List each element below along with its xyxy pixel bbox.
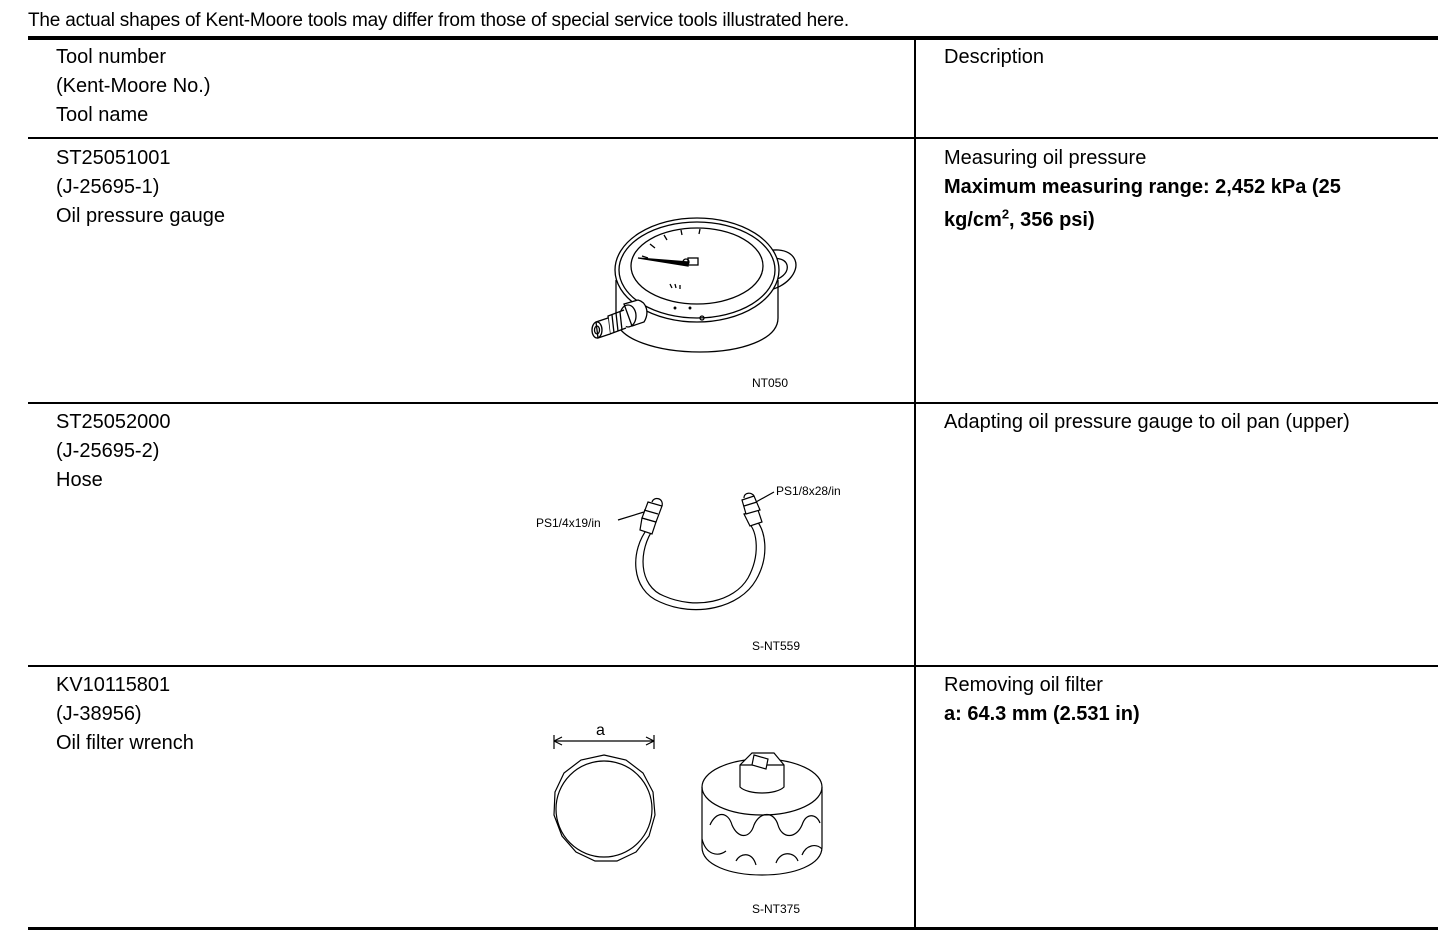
table-row (56, 408, 171, 495)
description-text: Removing oil filter (944, 674, 1103, 696)
spec-unit: kg/cm (944, 209, 1002, 231)
header-tool-number: Tool number (56, 46, 167, 68)
description-text: Measuring oil pressure (944, 147, 1147, 169)
header-rule (28, 137, 1438, 139)
dimension-label: a (596, 722, 605, 739)
figure-code: NT050 (752, 376, 789, 390)
kent-moore-number: (J-38956) (56, 703, 142, 725)
spec-text-cont (944, 206, 1424, 235)
header-tool-name: Tool name (56, 104, 149, 126)
description-text: Adapting oil pressure gauge to oil pan (upper) (944, 411, 1350, 433)
header-tool-column (56, 43, 211, 130)
disclaimer-note: The actual shapes of Kent-Moore tools may differ from those of special service tools illustrated here. (28, 10, 849, 31)
tool-number: KV10115801 (56, 674, 171, 696)
table-row (56, 671, 194, 758)
spec-text: Maximum measuring range: 2,452 kPa (25 (944, 176, 1341, 198)
figure-code: S-NT375 (752, 902, 801, 916)
kent-moore-number: (J-25695-2) (56, 440, 160, 462)
header-kent-moore: (Kent-Moore No.) (56, 75, 211, 97)
tool-description (944, 671, 1424, 729)
kent-moore-number: (J-25695-1) (56, 176, 160, 198)
table-bottom-rule (28, 927, 1438, 930)
tool-name: Oil pressure gauge (56, 205, 225, 227)
tool-name: Hose (56, 469, 103, 491)
spec-tail: , 356 psi) (1009, 209, 1095, 231)
tool-number: ST25052000 (56, 411, 171, 433)
hose-illustration (530, 480, 870, 655)
table-top-rule (28, 36, 1438, 40)
column-divider (914, 38, 916, 928)
oil-filter-wrench-illustration (540, 715, 840, 920)
tool-description (944, 408, 1424, 437)
figure-code: S-NT559 (752, 639, 801, 653)
row-divider (28, 665, 1438, 667)
row-divider (28, 402, 1438, 404)
spec-text: a: 64.3 mm (2.531 in) (944, 703, 1140, 725)
fitting-label-left: PS1/4x19/in (536, 516, 601, 530)
header-description: Description (944, 46, 1045, 68)
tool-description (944, 144, 1424, 235)
fitting-label-right: PS1/8x28/in (776, 484, 841, 498)
spec-superscript: 2 (1001, 206, 1010, 222)
tool-number: ST25051001 (56, 147, 171, 169)
table-row (56, 144, 225, 231)
tool-name: Oil filter wrench (56, 732, 194, 754)
oil-pressure-gauge-illustration (580, 218, 810, 398)
